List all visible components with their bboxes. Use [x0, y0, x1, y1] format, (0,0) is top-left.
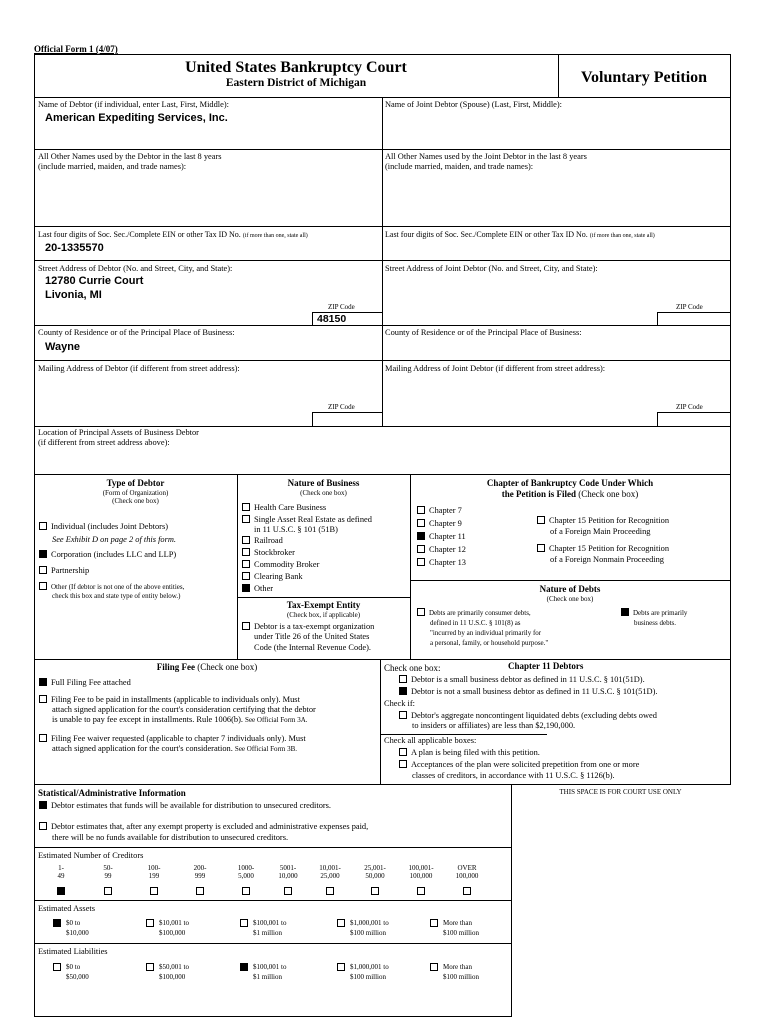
checkbox[interactable]: [371, 887, 379, 895]
fee-full[interactable]: Full Filing Fee attached: [39, 678, 131, 688]
joint-mailing-zip-label: ZIP Code: [676, 403, 703, 411]
nob-railroad[interactable]: Railroad: [242, 536, 283, 546]
ch11-check-all: Check all applicable boxes:: [384, 736, 477, 745]
option-label: 5,000: [238, 872, 254, 881]
option-label: 50,000: [365, 872, 385, 881]
type-individual-note: See Exhibit D on page 2 of this form.: [52, 535, 176, 544]
option-label: 200-: [193, 864, 207, 872]
fee-installments[interactable]: Filing Fee to be paid in installments (applicable to individuals only). Must: [39, 695, 300, 705]
ch11-small-business[interactable]: Debtor is a small business debtor as defined in 11 U.S.C. § 101(51D).: [399, 675, 645, 685]
joint-zip-label: ZIP Code: [676, 303, 703, 311]
checkbox[interactable]: [39, 522, 47, 530]
petition-title: Voluntary Petition: [580, 69, 708, 86]
amount-option-label: $100,001 to $1 million: [253, 963, 287, 982]
county-label: County of Residence or of the Principal Place of Business:: [38, 328, 235, 337]
chapter-15-nonmain-2: of a Foreign Nonmain Proceeding: [550, 555, 664, 564]
checkbox-checked[interactable]: [399, 687, 407, 695]
checkbox[interactable]: [430, 963, 438, 971]
creditors-option[interactable]: [266, 864, 310, 896]
creditors-option[interactable]: [308, 864, 352, 896]
creditors-option[interactable]: [86, 864, 130, 896]
option-label: 1-: [58, 864, 64, 872]
ch11-acceptances[interactable]: Acceptances of the plan were solicited prepetition from one or more: [399, 760, 639, 770]
zip-label: ZIP Code: [328, 303, 355, 311]
amount-option-label: $1,000,001 to $100 million: [350, 919, 389, 938]
option-label: 199: [148, 872, 160, 881]
option-label: 5001-: [279, 864, 297, 872]
creditors-option[interactable]: [39, 864, 83, 896]
checkbox[interactable]: [399, 675, 407, 683]
stats-title: Statistical/Administrative Information: [38, 788, 186, 798]
checkbox[interactable]: [399, 748, 407, 756]
court-title: United States Bankruptcy Court: [185, 59, 407, 76]
option-label: 999: [194, 872, 206, 881]
amount-option-label: $0 to $50,000: [66, 963, 89, 982]
option-label: 49: [57, 872, 65, 881]
county-value[interactable]: Wayne: [45, 341, 81, 353]
checkbox[interactable]: [242, 560, 250, 568]
amount-option-label: $50,001 to $100,000: [159, 963, 189, 982]
debts-business-2: business debts.: [634, 619, 676, 627]
option-label: 1000-: [237, 864, 255, 872]
chapter-9[interactable]: Chapter 9: [417, 519, 462, 529]
street-line-1[interactable]: 12780 Currie Court: [45, 275, 144, 287]
checkbox[interactable]: [463, 887, 471, 895]
debts-business[interactable]: Debts are primarily: [621, 608, 687, 617]
amount-option-label: More than $100 million: [443, 919, 479, 938]
checkbox[interactable]: [399, 760, 407, 768]
nob-stockbroker[interactable]: Stockbroker: [242, 548, 295, 558]
amount-option-label: $10,001 to $100,000: [159, 919, 189, 938]
nature-business-header: Nature of Business (Check one box): [287, 478, 360, 497]
checkbox[interactable]: [242, 887, 250, 895]
option-label: 100,000: [455, 872, 479, 881]
checkbox[interactable]: [417, 545, 425, 553]
chapter-7[interactable]: Chapter 7: [417, 506, 462, 516]
chapter-12[interactable]: Chapter 12: [417, 545, 466, 555]
checkbox[interactable]: [242, 548, 250, 556]
creditors-option[interactable]: [353, 864, 397, 896]
joint-other-names-label: All Other Names used by the Joint Debtor in the last 8 years (include married, maiden, and trade names):: [385, 152, 587, 172]
debtor-name-label: Name of Debtor (if individual, enter Last, First, Middle):: [38, 100, 229, 109]
ch11-aggregate[interactable]: Debtor's aggregate noncontingent liquidated debts (excluding debts owed: [399, 711, 657, 721]
checkbox[interactable]: [242, 503, 250, 511]
form-label: Official Form 1 (4/07): [34, 44, 118, 54]
checkbox[interactable]: [417, 506, 425, 514]
amount-option-label: $1,000,001 to $100 million: [350, 963, 389, 982]
option-label: 100,000: [409, 872, 433, 881]
nob-health-care[interactable]: Health Care Business: [242, 503, 326, 513]
checkbox[interactable]: [537, 544, 545, 552]
checkbox[interactable]: [337, 963, 345, 971]
checkbox[interactable]: [417, 558, 425, 566]
joint-street-label: Street Address of Joint Debtor (No. and Street, City, and State):: [385, 264, 598, 273]
checkbox[interactable]: [337, 919, 345, 927]
chapter-15-nonmain[interactable]: Chapter 15 Petition for Recognition: [537, 544, 669, 554]
type-individual[interactable]: Individual (includes Joint Debtors): [39, 522, 168, 532]
stats-funds[interactable]: Debtor estimates that funds will be available for distribution to unsecured creditors.: [39, 801, 331, 811]
checkbox[interactable]: [39, 582, 47, 590]
creditors-option[interactable]: [445, 864, 489, 896]
joint-mailing-label: Mailing Address of Joint Debtor (if different from street address):: [385, 364, 606, 373]
checkbox[interactable]: [399, 711, 407, 719]
checkbox-checked[interactable]: [39, 678, 47, 686]
zip-value[interactable]: 48150: [317, 313, 347, 325]
checkbox[interactable]: [53, 963, 61, 971]
checkbox[interactable]: [39, 695, 47, 703]
checkbox[interactable]: [104, 887, 112, 895]
checkbox[interactable]: [326, 887, 334, 895]
type-of-debtor-header: Type of Debtor (Form of Organization) (Check one box): [102, 478, 169, 506]
checkbox[interactable]: [150, 887, 158, 895]
debts-consumer[interactable]: Debts are primarily consumer debts,: [417, 608, 531, 617]
nob-clearing-bank[interactable]: Clearing Bank: [242, 572, 303, 582]
mailing-zip-label: ZIP Code: [328, 403, 355, 411]
type-partnership[interactable]: Partnership: [39, 566, 89, 576]
checkbox-checked[interactable]: [417, 532, 425, 540]
chapter-11[interactable]: Chapter 11: [417, 532, 466, 542]
nature-debts-header: Nature of Debts (Check one box): [539, 584, 601, 603]
checkbox[interactable]: [242, 536, 250, 544]
checkbox[interactable]: [242, 572, 250, 580]
mailing-label: Mailing Address of Debtor (if different from street address):: [38, 364, 240, 373]
chapter-15-main-2: of a Foreign Main Proceeding: [550, 527, 651, 536]
nob-commodity[interactable]: Commodity Broker: [242, 560, 319, 570]
checkbox[interactable]: [417, 608, 425, 616]
joint-county-label: County of Residence or of the Principal Place of Business:: [385, 328, 582, 337]
amount-option-label: More than $100 million: [443, 963, 479, 982]
checkbox[interactable]: [240, 919, 248, 927]
joint-name-label: Name of Joint Debtor (Spouse) (Last, First, Middle):: [385, 100, 563, 109]
type-other-note: check this box and state type of entity below.): [52, 592, 181, 600]
fee-waiver-desc: attach signed application for the court's consideration. See Official Form 3B.: [52, 744, 298, 753]
other-names-label: All Other Names used by the Debtor in the last 8 years (include married, maiden, and trade names):: [38, 152, 222, 172]
nob-single-asset-cite: in 11 U.S.C. § 101 (51B): [254, 525, 338, 534]
debtor-name[interactable]: American Expediting Services, Inc.: [45, 112, 228, 124]
checkbox[interactable]: [417, 519, 425, 527]
type-corporation[interactable]: Corporation (includes LLC and LLP): [39, 550, 176, 560]
option-label: 25,001-: [364, 864, 386, 872]
option-label: 100,001-: [408, 864, 434, 872]
checkbox[interactable]: [39, 734, 47, 742]
ch11-aggregate-2: to insiders or affiliates) are less than $2,190,000.: [412, 721, 576, 730]
checkbox-checked[interactable]: [621, 608, 629, 616]
checkbox-checked[interactable]: [240, 963, 248, 971]
ch11-plan[interactable]: A plan is being filed with this petition.: [399, 748, 540, 758]
court-use-only: THIS SPACE IS FOR COURT USE ONLY: [559, 788, 682, 796]
tax-exempt-line-2: under Title 26 of the United States: [254, 632, 370, 641]
option-label: 10,000: [278, 872, 298, 881]
type-other[interactable]: Other (If debtor is not one of the above entities,: [39, 582, 184, 591]
checkbox[interactable]: [430, 919, 438, 927]
amount-option-label: $100,001 to $1 million: [253, 919, 287, 938]
checkbox-checked[interactable]: [39, 550, 47, 558]
filing-fee-header: Filing Fee (Check one box): [156, 662, 258, 672]
chapter-15-main[interactable]: Chapter 15 Petition for Recognition: [537, 516, 669, 526]
debts-consumer-desc: defined in 11 U.S.C. § 101(8) as "incurred by an individual primarily for a personal, family, or household purpose.": [430, 619, 549, 648]
checkbox[interactable]: [284, 887, 292, 895]
ch11-not-small-business[interactable]: Debtor is not a small business debtor as defined in 11 U.S.C. § 101(51D).: [399, 687, 658, 697]
checkbox[interactable]: [146, 919, 154, 927]
checkbox[interactable]: [242, 622, 250, 630]
assets-label: Estimated Assets: [38, 904, 95, 913]
checkbox-checked[interactable]: [53, 919, 61, 927]
creditors-option[interactable]: [178, 864, 222, 896]
fee-installments-desc: attach signed application for the court's consideration certifying that the debtor is unable to pay fee except in installments. Rule 1006(b). See Official Form 3A.: [52, 705, 316, 725]
checkbox-checked[interactable]: [242, 584, 250, 592]
option-label: 10,001-: [319, 864, 341, 872]
fee-waiver[interactable]: Filing Fee waiver requested (applicable to chapter 7 individuals only). Must: [39, 734, 306, 744]
checkbox[interactable]: [417, 887, 425, 895]
checkbox[interactable]: [39, 566, 47, 574]
tax-exempt-header: Tax-Exempt Entity (Check box, if applicable): [286, 600, 361, 619]
checkbox[interactable]: [146, 963, 154, 971]
liabilities-label: Estimated Liabilities: [38, 947, 108, 956]
nob-single-asset[interactable]: Single Asset Real Estate as defined: [242, 515, 372, 525]
creditors-option[interactable]: [399, 864, 443, 896]
stats-nofunds-2: there will be no funds available for distribution to unsecured creditors.: [52, 833, 289, 842]
chapter-header: Chapter of Bankruptcy Code Under Which the Petition is Filed (Check one box): [486, 478, 654, 499]
ch11-acceptances-2: classes of creditors, in accordance with 11 U.S.C. § 1126(b).: [412, 771, 615, 780]
checkbox[interactable]: [242, 515, 250, 523]
tax-label: Last four digits of Soc. Sec./Complete EIN or other Tax ID No. (if more than one, state all): [38, 230, 308, 239]
checkbox-checked[interactable]: [57, 887, 65, 895]
option-label: 25,000: [320, 872, 340, 881]
creditors-label: Estimated Number of Creditors: [38, 851, 144, 860]
street-label: Street Address of Debtor (No. and Street, City, and State):: [38, 264, 233, 273]
checkbox[interactable]: [196, 887, 204, 895]
amount-option-label: $0 to $10,000: [66, 919, 89, 938]
street-line-2[interactable]: Livonia, MI: [45, 289, 102, 301]
tax-id[interactable]: 20-1335570: [45, 242, 104, 254]
creditors-option[interactable]: [132, 864, 176, 896]
ch11-title: Chapter 11 Debtors: [508, 661, 584, 671]
location-label: Location of Principal Assets of Business Debtor (if different from street address above):: [38, 428, 199, 448]
creditors-option[interactable]: [224, 864, 268, 896]
option-label: OVER: [457, 864, 477, 872]
district-title: Eastern District of Michigan: [225, 77, 367, 89]
nob-other[interactable]: Other: [242, 584, 273, 594]
checkbox[interactable]: [537, 516, 545, 524]
chapter-13[interactable]: Chapter 13: [417, 558, 466, 568]
tax-exempt-option[interactable]: Debtor is a tax-exempt organization: [242, 622, 374, 632]
option-label: 99: [104, 872, 112, 881]
checkbox[interactable]: [39, 822, 47, 830]
option-label: 100-: [147, 864, 161, 872]
stats-nofunds[interactable]: Debtor estimates that, after any exempt property is excluded and administrative expenses paid,: [39, 822, 368, 832]
ch11-check-if: Check if:: [384, 699, 415, 708]
ch11-check-one: Check one box:: [384, 663, 441, 673]
checkbox-checked[interactable]: [39, 801, 47, 809]
tax-exempt-line-3: Code (the Internal Revenue Code).: [254, 643, 371, 652]
joint-tax-label: Last four digits of Soc. Sec./Complete EIN or other Tax ID No. (if more than one, state all): [385, 230, 655, 239]
option-label: 50-: [103, 864, 113, 872]
